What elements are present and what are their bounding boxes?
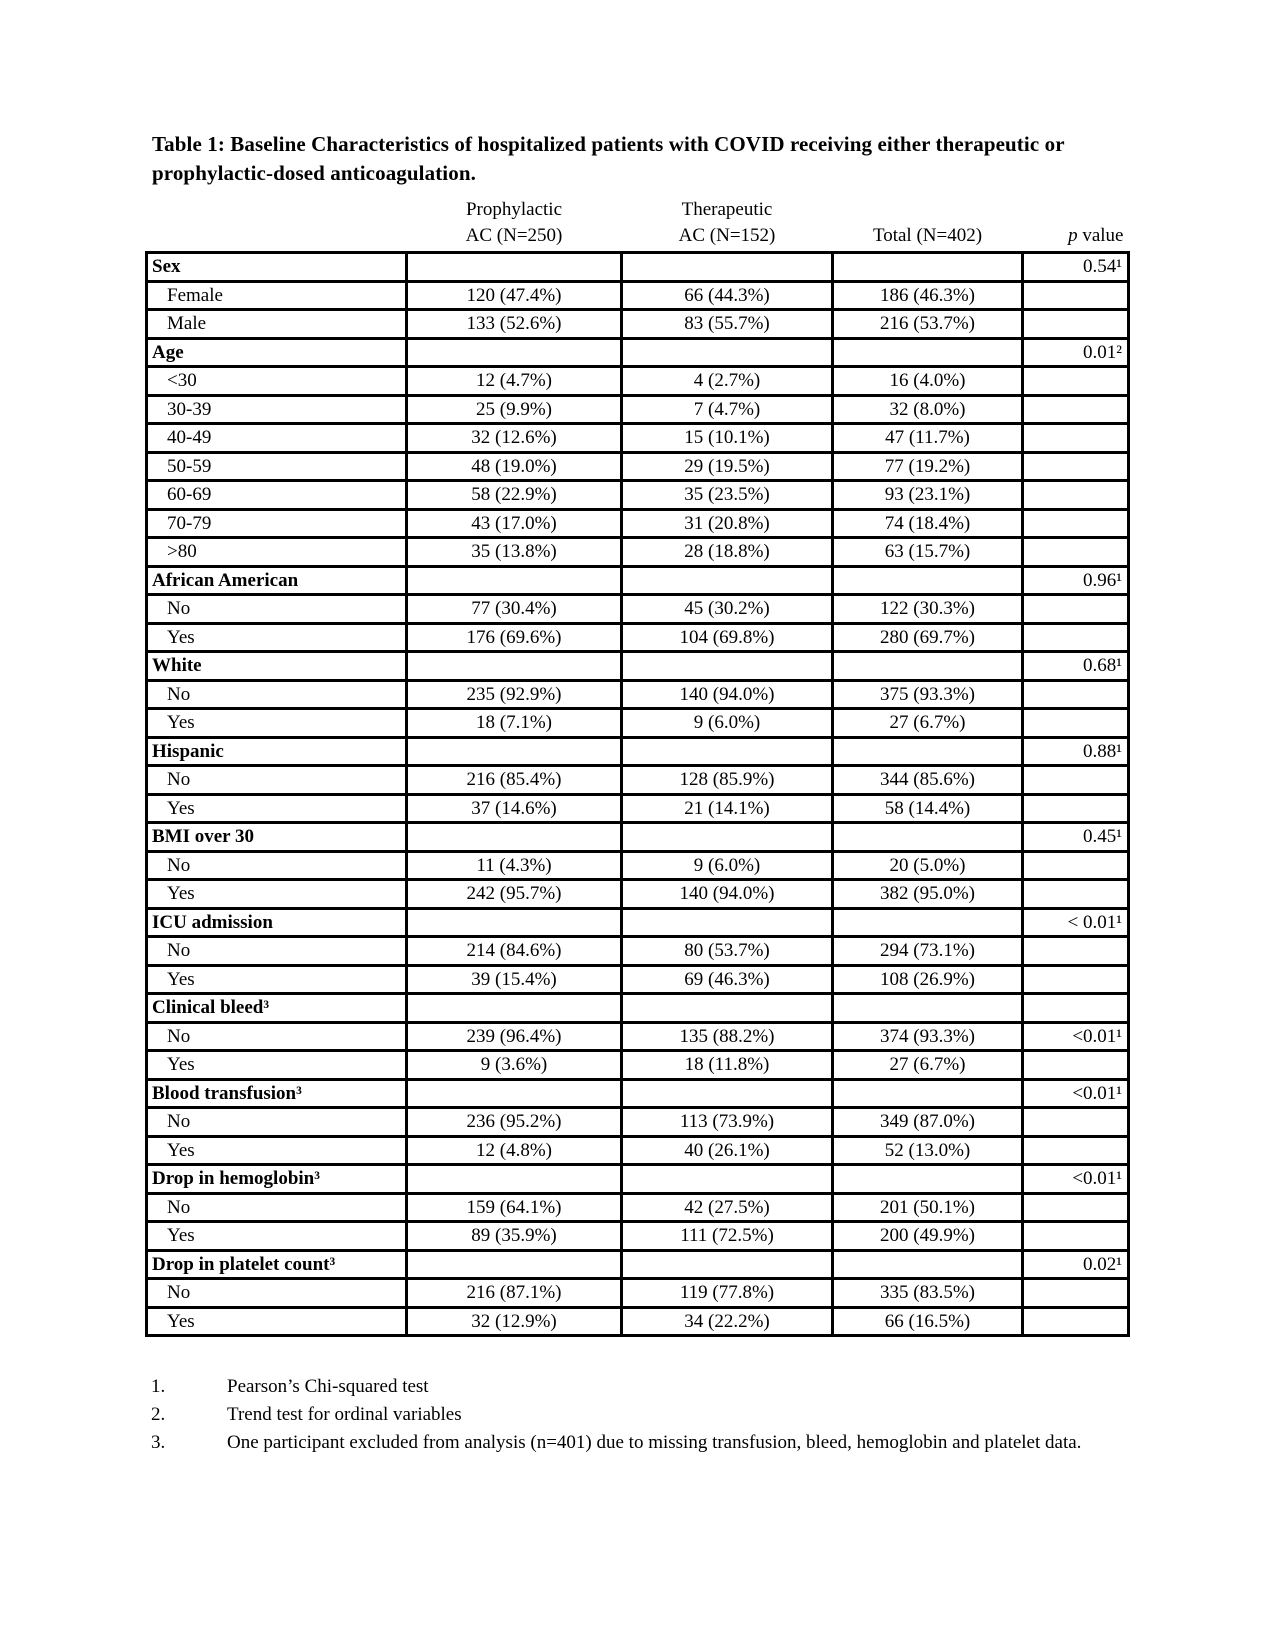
p-value-cell: <0.01¹ — [1023, 1165, 1129, 1194]
table-header — [147, 189, 1129, 253]
data-row — [147, 937, 1129, 966]
p-value-cell: 0.68¹ — [1023, 652, 1129, 681]
data-row — [147, 395, 1129, 424]
total-value-cell — [833, 1250, 1023, 1279]
therapeutic-value-cell — [622, 652, 833, 681]
total-value-cell: 374 (93.3%) — [833, 1022, 1023, 1051]
therapeutic-value-cell: 15 (10.1%) — [622, 424, 833, 453]
total-value-cell — [833, 253, 1023, 282]
section-row — [147, 566, 1129, 595]
therapeutic-value-cell: 35 (23.5%) — [622, 481, 833, 510]
p-value-cell — [1023, 766, 1129, 795]
prophylactic-value-cell: 43 (17.0%) — [407, 509, 622, 538]
data-row — [147, 367, 1129, 396]
therapeutic-value-cell: 34 (22.2%) — [622, 1307, 833, 1336]
p-value-cell: <0.01¹ — [1023, 1022, 1129, 1051]
therapeutic-value-cell — [622, 253, 833, 282]
total-value-cell: 108 (26.9%) — [833, 965, 1023, 994]
prophylactic-value-cell: 32 (12.6%) — [407, 424, 622, 453]
row-label: <30 — [147, 367, 407, 396]
baseline-characteristics-table — [145, 189, 1130, 1337]
total-value-cell: 63 (15.7%) — [833, 538, 1023, 567]
data-row — [147, 1307, 1129, 1336]
prophylactic-value-cell — [407, 253, 622, 282]
row-label: >80 — [147, 538, 407, 567]
prophylactic-value-cell: 37 (14.6%) — [407, 794, 622, 823]
row-label: Hispanic — [147, 737, 407, 766]
header-prophylactic — [407, 189, 622, 253]
total-value-cell — [833, 908, 1023, 937]
data-row — [147, 424, 1129, 453]
section-row — [147, 253, 1129, 282]
section-row — [147, 1250, 1129, 1279]
data-row — [147, 452, 1129, 481]
therapeutic-value-cell: 4 (2.7%) — [622, 367, 833, 396]
table-caption: Table 1: Baseline Characteristics of hospitalized patients with COVID receiving either therapeutic or prophylactic-dosed anticoagulation. — [152, 132, 1065, 185]
total-value-cell — [833, 737, 1023, 766]
row-label: Female — [147, 281, 407, 310]
row-label: No — [147, 595, 407, 624]
prophylactic-value-cell: 48 (19.0%) — [407, 452, 622, 481]
p-value-cell — [1023, 1051, 1129, 1080]
row-label: No — [147, 1193, 407, 1222]
header-variable-column — [147, 189, 407, 253]
therapeutic-value-cell: 29 (19.5%) — [622, 452, 833, 481]
p-value-cell — [1023, 481, 1129, 510]
p-value-cell — [1023, 509, 1129, 538]
row-label: 30-39 — [147, 395, 407, 424]
data-row — [147, 509, 1129, 538]
p-value-cell — [1023, 1279, 1129, 1308]
row-label: No — [147, 851, 407, 880]
p-value-cell — [1023, 623, 1129, 652]
prophylactic-value-cell: 11 (4.3%) — [407, 851, 622, 880]
therapeutic-value-cell: 7 (4.7%) — [622, 395, 833, 424]
header-therapeutic-line2: AC (N=152) — [678, 225, 776, 246]
p-value-cell: < 0.01¹ — [1023, 908, 1129, 937]
p-value-cell — [1023, 680, 1129, 709]
footnote — [145, 1401, 1275, 1429]
header-total — [833, 189, 1023, 253]
footnote-number: 2. — [151, 1404, 166, 1425]
prophylactic-value-cell: 18 (7.1%) — [407, 709, 622, 738]
p-value-cell: 0.01² — [1023, 338, 1129, 367]
therapeutic-value-cell: 128 (85.9%) — [622, 766, 833, 795]
row-label: Sex — [147, 253, 407, 282]
total-value-cell: 47 (11.7%) — [833, 424, 1023, 453]
p-value-cell — [1023, 367, 1129, 396]
row-label: Drop in hemoglobin³ — [147, 1165, 407, 1194]
data-row — [147, 281, 1129, 310]
data-row — [147, 880, 1129, 909]
therapeutic-value-cell: 31 (20.8%) — [622, 509, 833, 538]
therapeutic-value-cell: 113 (73.9%) — [622, 1108, 833, 1137]
therapeutic-value-cell: 111 (72.5%) — [622, 1222, 833, 1251]
prophylactic-value-cell — [407, 823, 622, 852]
row-label: African American — [147, 566, 407, 595]
section-row — [147, 908, 1129, 937]
data-row — [147, 538, 1129, 567]
total-value-cell: 74 (18.4%) — [833, 509, 1023, 538]
prophylactic-value-cell: 12 (4.8%) — [407, 1136, 622, 1165]
prophylactic-value-cell — [407, 338, 622, 367]
row-label: Yes — [147, 1136, 407, 1165]
total-value-cell: 93 (23.1%) — [833, 481, 1023, 510]
total-value-cell: 335 (83.5%) — [833, 1279, 1023, 1308]
prophylactic-value-cell: 242 (95.7%) — [407, 880, 622, 909]
p-value-cell — [1023, 595, 1129, 624]
data-row — [147, 680, 1129, 709]
therapeutic-value-cell: 42 (27.5%) — [622, 1193, 833, 1222]
data-row — [147, 1193, 1129, 1222]
data-row — [147, 851, 1129, 880]
header-therapeutic — [622, 189, 833, 253]
row-label: Yes — [147, 1307, 407, 1336]
row-label: 50-59 — [147, 452, 407, 481]
row-label: White — [147, 652, 407, 681]
total-value-cell: 66 (16.5%) — [833, 1307, 1023, 1336]
footnote — [145, 1373, 1275, 1401]
therapeutic-value-cell — [622, 1165, 833, 1194]
prophylactic-value-cell: 235 (92.9%) — [407, 680, 622, 709]
p-value-cell — [1023, 880, 1129, 909]
therapeutic-value-cell: 45 (30.2%) — [622, 595, 833, 624]
therapeutic-value-cell: 18 (11.8%) — [622, 1051, 833, 1080]
total-value-cell — [833, 1079, 1023, 1108]
footnote — [145, 1429, 1275, 1457]
prophylactic-value-cell: 120 (47.4%) — [407, 281, 622, 310]
therapeutic-value-cell: 28 (18.8%) — [622, 538, 833, 567]
prophylactic-value-cell: 239 (96.4%) — [407, 1022, 622, 1051]
therapeutic-value-cell — [622, 823, 833, 852]
p-value-cell — [1023, 994, 1129, 1023]
total-value-cell: 201 (50.1%) — [833, 1193, 1023, 1222]
prophylactic-value-cell: 32 (12.9%) — [407, 1307, 622, 1336]
therapeutic-value-cell: 66 (44.3%) — [622, 281, 833, 310]
p-value-cell — [1023, 709, 1129, 738]
section-row — [147, 338, 1129, 367]
footnote-text: Trend test for ordinal variables — [227, 1404, 462, 1425]
header-total-label: Total (N=402) — [872, 225, 983, 246]
total-value-cell: 58 (14.4%) — [833, 794, 1023, 823]
prophylactic-value-cell — [407, 566, 622, 595]
data-row — [147, 1136, 1129, 1165]
prophylactic-value-cell: 35 (13.8%) — [407, 538, 622, 567]
row-label: Yes — [147, 623, 407, 652]
therapeutic-value-cell: 140 (94.0%) — [622, 680, 833, 709]
p-value-cell — [1023, 937, 1129, 966]
row-label: ICU admission — [147, 908, 407, 937]
p-value-cell: 0.45¹ — [1023, 823, 1129, 852]
prophylactic-value-cell — [407, 908, 622, 937]
prophylactic-value-cell: 58 (22.9%) — [407, 481, 622, 510]
total-value-cell — [833, 338, 1023, 367]
therapeutic-value-cell — [622, 1079, 833, 1108]
p-value-cell — [1023, 1108, 1129, 1137]
section-row — [147, 994, 1129, 1023]
total-value-cell — [833, 823, 1023, 852]
p-value-cell: 0.02¹ — [1023, 1250, 1129, 1279]
total-value-cell — [833, 566, 1023, 595]
p-value-cell: <0.01¹ — [1023, 1079, 1129, 1108]
therapeutic-value-cell: 119 (77.8%) — [622, 1279, 833, 1308]
section-row — [147, 823, 1129, 852]
p-value-cell: 0.96¹ — [1023, 566, 1129, 595]
prophylactic-value-cell: 216 (87.1%) — [407, 1279, 622, 1308]
therapeutic-value-cell: 40 (26.1%) — [622, 1136, 833, 1165]
data-row — [147, 965, 1129, 994]
data-row — [147, 481, 1129, 510]
prophylactic-value-cell: 216 (85.4%) — [407, 766, 622, 795]
data-row — [147, 595, 1129, 624]
footnote-text: Pearson’s Chi-squared test — [227, 1376, 429, 1397]
row-label: BMI over 30 — [147, 823, 407, 852]
row-label: No — [147, 766, 407, 795]
total-value-cell: 77 (19.2%) — [833, 452, 1023, 481]
total-value-cell: 122 (30.3%) — [833, 595, 1023, 624]
total-value-cell: 216 (53.7%) — [833, 310, 1023, 339]
prophylactic-value-cell — [407, 994, 622, 1023]
therapeutic-value-cell — [622, 338, 833, 367]
total-value-cell: 344 (85.6%) — [833, 766, 1023, 795]
header-row — [147, 189, 1129, 253]
row-label: Male — [147, 310, 407, 339]
total-value-cell: 200 (49.9%) — [833, 1222, 1023, 1251]
prophylactic-value-cell — [407, 1165, 622, 1194]
data-row — [147, 1051, 1129, 1080]
table-body — [147, 253, 1129, 1336]
row-label: 70-79 — [147, 509, 407, 538]
prophylactic-value-cell: 214 (84.6%) — [407, 937, 622, 966]
row-label: Yes — [147, 1051, 407, 1080]
footnote-text: One participant excluded from analysis (n=401) due to missing transfusion, bleed, hemoglobin and platelet data. — [227, 1432, 1082, 1453]
total-value-cell: 382 (95.0%) — [833, 880, 1023, 909]
prophylactic-value-cell: 176 (69.6%) — [407, 623, 622, 652]
prophylactic-value-cell: 133 (52.6%) — [407, 310, 622, 339]
row-label: No — [147, 1279, 407, 1308]
p-value-cell — [1023, 424, 1129, 453]
p-value-italic-p: p — [1068, 225, 1078, 246]
therapeutic-value-cell — [622, 1250, 833, 1279]
prophylactic-value-cell: 9 (3.6%) — [407, 1051, 622, 1080]
header-prophylactic-line1: Prophylactic — [465, 199, 563, 220]
row-label: No — [147, 1108, 407, 1137]
p-value-cell — [1023, 1307, 1129, 1336]
section-row — [147, 652, 1129, 681]
header-p-value — [1023, 189, 1129, 253]
data-row — [147, 794, 1129, 823]
p-value-cell: 0.54¹ — [1023, 253, 1129, 282]
p-value-rest: value — [1077, 225, 1124, 246]
therapeutic-value-cell: 21 (14.1%) — [622, 794, 833, 823]
row-label: Age — [147, 338, 407, 367]
header-prophylactic-line2: AC (N=250) — [465, 225, 563, 246]
therapeutic-value-cell — [622, 737, 833, 766]
row-label: 60-69 — [147, 481, 407, 510]
section-row — [147, 1165, 1129, 1194]
therapeutic-value-cell: 83 (55.7%) — [622, 310, 833, 339]
prophylactic-value-cell: 25 (9.9%) — [407, 395, 622, 424]
prophylactic-value-cell: 77 (30.4%) — [407, 595, 622, 624]
p-value-cell — [1023, 395, 1129, 424]
p-value-cell — [1023, 1136, 1129, 1165]
p-value-cell — [1023, 310, 1129, 339]
data-row — [147, 623, 1129, 652]
prophylactic-value-cell — [407, 737, 622, 766]
section-row — [147, 737, 1129, 766]
total-value-cell: 349 (87.0%) — [833, 1108, 1023, 1137]
therapeutic-value-cell — [622, 994, 833, 1023]
footnote-number: 1. — [151, 1376, 166, 1397]
p-value-cell — [1023, 851, 1129, 880]
prophylactic-value-cell: 12 (4.7%) — [407, 367, 622, 396]
p-value-cell: 0.88¹ — [1023, 737, 1129, 766]
row-label: Blood transfusion³ — [147, 1079, 407, 1108]
row-label: Clinical bleed³ — [147, 994, 407, 1023]
total-value-cell — [833, 652, 1023, 681]
prophylactic-value-cell: 236 (95.2%) — [407, 1108, 622, 1137]
p-value-cell — [1023, 1193, 1129, 1222]
total-value-cell — [833, 994, 1023, 1023]
p-value-cell — [1023, 538, 1129, 567]
footnotes — [145, 1373, 1275, 1457]
data-row — [147, 1279, 1129, 1308]
therapeutic-value-cell: 9 (6.0%) — [622, 851, 833, 880]
p-value-cell — [1023, 794, 1129, 823]
row-label: 40-49 — [147, 424, 407, 453]
p-value-cell — [1023, 1222, 1129, 1251]
section-row — [147, 1079, 1129, 1108]
row-label: Drop in platelet count³ — [147, 1250, 407, 1279]
total-value-cell: 375 (93.3%) — [833, 680, 1023, 709]
prophylactic-value-cell: 39 (15.4%) — [407, 965, 622, 994]
row-label: No — [147, 1022, 407, 1051]
total-value-cell: 294 (73.1%) — [833, 937, 1023, 966]
prophylactic-value-cell — [407, 1079, 622, 1108]
total-value-cell: 280 (69.7%) — [833, 623, 1023, 652]
prophylactic-value-cell: 89 (35.9%) — [407, 1222, 622, 1251]
total-value-cell: 186 (46.3%) — [833, 281, 1023, 310]
row-label: No — [147, 680, 407, 709]
therapeutic-value-cell: 69 (46.3%) — [622, 965, 833, 994]
p-value-cell — [1023, 965, 1129, 994]
header-therapeutic-line1: Therapeutic — [681, 199, 773, 220]
data-row — [147, 1108, 1129, 1137]
row-label: Yes — [147, 709, 407, 738]
data-row — [147, 709, 1129, 738]
prophylactic-value-cell: 159 (64.1%) — [407, 1193, 622, 1222]
data-row — [147, 1222, 1129, 1251]
total-value-cell: 16 (4.0%) — [833, 367, 1023, 396]
prophylactic-value-cell — [407, 652, 622, 681]
total-value-cell: 27 (6.7%) — [833, 1051, 1023, 1080]
prophylactic-value-cell — [407, 1250, 622, 1279]
p-value-cell — [1023, 281, 1129, 310]
row-label: No — [147, 937, 407, 966]
total-value-cell: 32 (8.0%) — [833, 395, 1023, 424]
row-label: Yes — [147, 965, 407, 994]
total-value-cell: 52 (13.0%) — [833, 1136, 1023, 1165]
therapeutic-value-cell — [622, 908, 833, 937]
row-label: Yes — [147, 1222, 407, 1251]
row-label: Yes — [147, 880, 407, 909]
data-row — [147, 766, 1129, 795]
therapeutic-value-cell: 140 (94.0%) — [622, 880, 833, 909]
therapeutic-value-cell — [622, 566, 833, 595]
therapeutic-value-cell: 9 (6.0%) — [622, 709, 833, 738]
data-row — [147, 1022, 1129, 1051]
footnote-number: 3. — [151, 1432, 166, 1453]
total-value-cell — [833, 1165, 1023, 1194]
p-value-cell — [1023, 452, 1129, 481]
therapeutic-value-cell: 135 (88.2%) — [622, 1022, 833, 1051]
data-row — [147, 310, 1129, 339]
therapeutic-value-cell: 80 (53.7%) — [622, 937, 833, 966]
total-value-cell: 20 (5.0%) — [833, 851, 1023, 880]
total-value-cell: 27 (6.7%) — [833, 709, 1023, 738]
therapeutic-value-cell: 104 (69.8%) — [622, 623, 833, 652]
row-label: Yes — [147, 794, 407, 823]
